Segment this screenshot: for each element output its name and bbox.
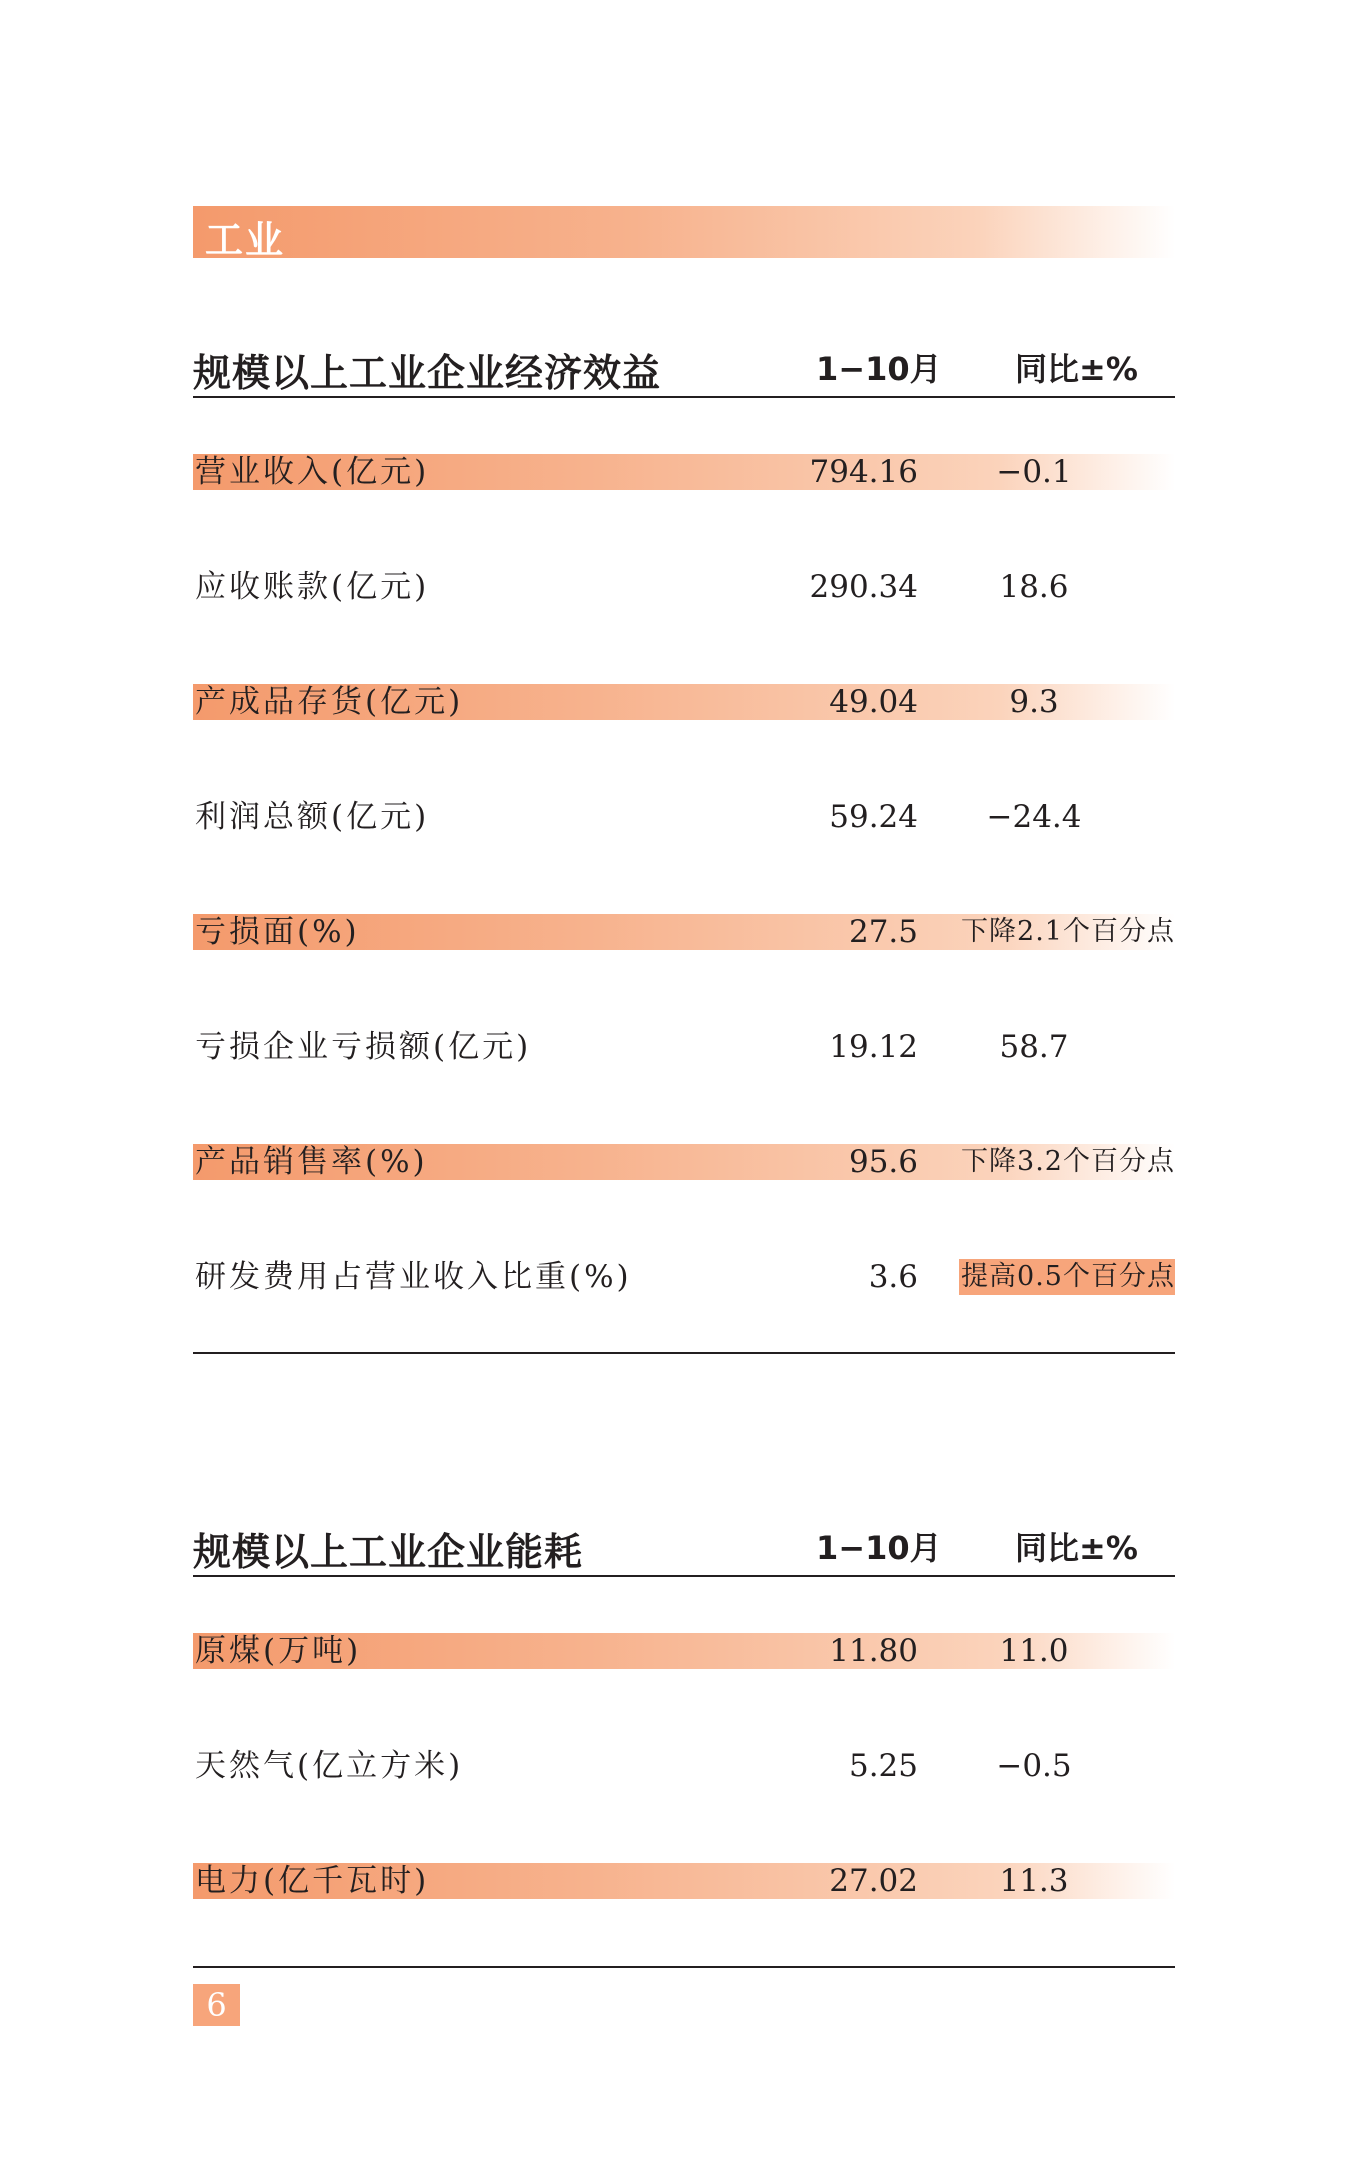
- row-label: 产成品存货(亿元): [195, 684, 464, 720]
- table-row: [193, 1748, 1175, 1784]
- row-value: 27.5: [848, 914, 918, 950]
- table-header: [193, 334, 1175, 398]
- row-label: 利润总额(亿元): [195, 799, 430, 835]
- row-label: 产品销售率(%): [195, 1144, 428, 1180]
- row-value: 27.02: [829, 1863, 918, 1899]
- row-value: 19.12: [829, 1029, 918, 1065]
- banner-title: 工业: [205, 218, 286, 262]
- table-row: [193, 684, 1175, 720]
- table-row: [193, 1633, 1175, 1669]
- row-yoy: 下降2.1个百分点: [961, 916, 1175, 947]
- row-label: 天然气(亿立方米): [195, 1748, 464, 1784]
- table-row: [193, 914, 1175, 950]
- period-header: 1−10月: [816, 350, 942, 388]
- table-title: 规模以上工业企业经济效益: [193, 351, 662, 395]
- row-value: 5.25: [848, 1748, 918, 1784]
- table-row: [193, 1029, 1175, 1065]
- row-yoy: −0.5: [996, 1748, 1072, 1784]
- row-yoy: 9.3: [1009, 684, 1059, 720]
- row-label: 应收账款(亿元): [195, 569, 430, 605]
- period-header: 1−10月: [816, 1529, 942, 1567]
- row-label: 电力(亿千瓦时): [195, 1863, 430, 1899]
- row-value: 49.04: [829, 684, 918, 720]
- row-label: 营业收入(亿元): [195, 454, 430, 490]
- row-yoy: 11.3: [999, 1863, 1069, 1899]
- row-value: 3.6: [868, 1259, 918, 1295]
- row-value: 290.34: [809, 569, 918, 605]
- table-row: [193, 799, 1175, 835]
- energy-consumption-table: [193, 1513, 1175, 1968]
- row-yoy: 提高0.5个百分点: [959, 1259, 1175, 1295]
- table-row: [193, 1259, 1175, 1295]
- section-banner: [193, 206, 1175, 262]
- table-row: [193, 1144, 1175, 1180]
- row-value: 794.16: [809, 454, 918, 490]
- row-yoy: 18.6: [999, 569, 1069, 605]
- row-yoy: −24.4: [986, 799, 1082, 835]
- row-value: 59.24: [829, 799, 918, 835]
- economic-benefits-table: [193, 334, 1175, 1354]
- yoy-header: 同比±%: [1015, 1529, 1138, 1567]
- row-yoy: 58.7: [999, 1029, 1069, 1065]
- page-number: 6: [193, 1984, 240, 2026]
- table-row: [193, 454, 1175, 490]
- table-row: [193, 569, 1175, 605]
- row-label: 原煤(万吨): [195, 1633, 362, 1669]
- row-label: 亏损企业亏损额(亿元): [195, 1029, 532, 1065]
- row-yoy: −0.1: [996, 454, 1072, 490]
- table-title: 规模以上工业企业能耗: [193, 1530, 584, 1574]
- table-row: [193, 1863, 1175, 1899]
- row-value: 95.6: [848, 1144, 918, 1180]
- row-value: 11.80: [829, 1633, 918, 1669]
- yoy-header: 同比±%: [1015, 350, 1138, 388]
- table-header: [193, 1513, 1175, 1577]
- table-bottom-rule: [193, 1352, 1175, 1354]
- row-yoy: 下降3.2个百分点: [961, 1146, 1175, 1177]
- table-bottom-rule: [193, 1966, 1175, 1968]
- row-yoy: 11.0: [999, 1633, 1069, 1669]
- row-label: 亏损面(%): [195, 914, 360, 950]
- row-label: 研发费用占营业收入比重(%): [195, 1259, 632, 1295]
